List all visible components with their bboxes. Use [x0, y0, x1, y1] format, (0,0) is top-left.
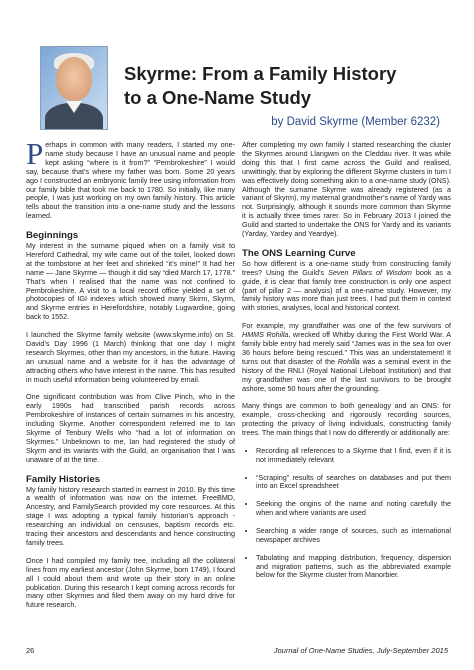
- ons-p2-text-b: , wrecked off Whitby during the First World War. A family bible entry had merely said “James was in the sea for over 36 hours before being rescued.” This was an understatement! It turns out that disaster of the: [242, 330, 451, 366]
- right-column: [242, 141, 451, 589]
- family-paragraph-2: Once I had compiled my family tree, including all the collateral lines from my earliest ancestor (John Skyrme, born 1749), I found all I could about them and wrote up their story in an online publication. During this research I kept coming across records for many other Skyrmes and filed them away on my hard drive for future research.: [26, 555, 235, 610]
- family-paragraph-1: My family history research started in earnest in 2010. By this time a wealth of information was now on the internet. FreeBMD, Ancestry, and FamilySearch provided my core resources. At this stage I was adopting a typical family historian’s approach - researching an individual on censuses, baptism records etc. tracing their ancestors and descendants and hence constructing family trees.: [26, 484, 235, 547]
- journal-footer: Journal of One-Name Studies, July-September 2015: [273, 646, 448, 655]
- intro-paragraph: [26, 136, 235, 221]
- ons-paragraph-3: Many things are common to both genealogy and an ONS: for example, cross-checking and rigorously recording sources, protecting the privacy of living individuals, constructing family trees. The main things that I now do differently or additionally are:: [242, 401, 451, 438]
- article-title-line1: Skyrme: From a Family History: [124, 63, 397, 84]
- left-column: [26, 136, 235, 619]
- article-byline: by David Skyrme (Member 6232): [271, 116, 440, 128]
- list-item: • “Scraping” results of searches on databases and put them into an Excel spreadsheet: [256, 474, 451, 492]
- beginnings-paragraph-1: My interest in the surname piqued when on a family visit to Hereford Cathedral, my wife came out of the toilet, looked down at the tombstone at her feet and shrieked “it’s mine!” It had her name — Jane Skyrme — though it did say “died March 17, 1778.” That’s when I realised that the name was not confined to Pembrokeshire. A visit to a local record office yielded a set of photocopies of IGI indexes which showed many Skirm, Skyrm, and Skyrme entries in Herefordshire, notably Lugwardine, going back to 1552.: [26, 241, 235, 322]
- page-number: 26: [26, 646, 35, 655]
- article-title-line2: to a One-Name Study: [124, 87, 312, 108]
- ons-p2-text-a: For example, my grandfather was one of the few survivors of: [242, 321, 451, 331]
- ons-paragraph-2: [242, 322, 451, 393]
- article-title: [124, 62, 454, 110]
- heading-family-histories: Family Histories: [26, 473, 101, 485]
- list-item: • Tabulating and mapping distribution, frequency, dispersion and migration patterns, such as the abbreviated example below for the Skyrme cluster from Manorbier.: [256, 554, 451, 581]
- ons-paragraph-1: [242, 260, 451, 313]
- ons-p1-text-b: book as a guide, it is clear that family tree construction is only one aspect (part of pillar 2 — analysis) of a one-name study. However, my family history was more than just trees. I had put them in context with stories, analyses, local and historical context.: [242, 267, 452, 313]
- drop-cap: P: [26, 136, 44, 171]
- list-item: • Seeking the origins of the name and noting carefully the when and where variants are used: [256, 500, 451, 518]
- intro-text: erhaps in common with many readers, I started my one-name study because I have an unusual name and people kept asking “where is it from?” “Pembrokeshire” I would say, because that’s where my father was born. Some 20 years ago I constructed an embryonic family tree using information from our family bible that took me back to 1780. So initially, like many people, I was just working on my own family history. This article tells about the transition into a one-name study and the lessons learned.: [26, 140, 235, 221]
- ons-p2-text-c: was a seminal event in the history of the RNLI (Royal National Lifeboat Institution) and that my grandfather was one of the last survivors to be brought ashore, some 50 hours after the grounding.: [242, 356, 451, 393]
- photo-face: [56, 57, 92, 101]
- heading-ons-learning-curve: The ONS Learning Curve: [242, 247, 356, 259]
- book-title: Seven Pillars of Wisdom: [328, 267, 412, 277]
- ship-name: HMMS Rohilla: [242, 330, 289, 340]
- cluster-paragraph: After completing my own family I started researching the cluster the Skyrmes around Llangwm on the Cleddau river. It was while doing this that I first came across the Guild and realised, unwittingly, that by exploring the different Skyrme clusters in turn I was effectively doing something akin to a one-name study (ONS). Although the surname Skyrme was already registered (as a variant of Skyrm), my maternal grandmother’s name of Yardy was not. Surprisingly, although it sounds more common than Skyrme it is actually three times rarer. So in February 2013 I joined the Guild and started to undertake the ONS for Yardy and its variants (Yarday, Yardey and Yeardye).: [242, 140, 451, 239]
- heading-beginnings: Beginnings: [26, 230, 79, 242]
- differences-list: [242, 447, 451, 581]
- ons-p1-text-a: So how different is a one-name study from constructing family trees? Using the Guild’s: [242, 258, 451, 277]
- list-item: • Searching a wider range of sources, such as international newspaper archives: [256, 527, 451, 545]
- list-item: • Recording all references to a Skyrme that I find, even if it is not immediately relevant: [256, 447, 451, 465]
- ship-name-short: Rohilla: [337, 356, 360, 366]
- beginnings-paragraph-2: I launched the Skyrme family website (www.skyrme.info) on St. David’s Day 1996 (1 March) thinking that one day I might research Skyrmes, other than my ancestors, in the future. Having an unusual name and a website for it has the advantage of attracting others who have interest in the name. This has resulted in much useful information being volunteered by email.: [26, 330, 235, 384]
- beginnings-paragraph-3: One significant contribution was from Clive Pinch, who in the early 1990s had transcribed parish records across Pembrokeshire of instances of certain surnames in his ancestry, including Skyrme. Another correspondent referred me to Ian Skyrme of Tenbury Wells who “had a lot of information on Skyrmes.” Unbeknown to me, Ian had registered the study of Skyrm and its variants with the Guild, an organisation that I was unaware of at the time.: [26, 392, 235, 464]
- author-photo: [40, 46, 108, 130]
